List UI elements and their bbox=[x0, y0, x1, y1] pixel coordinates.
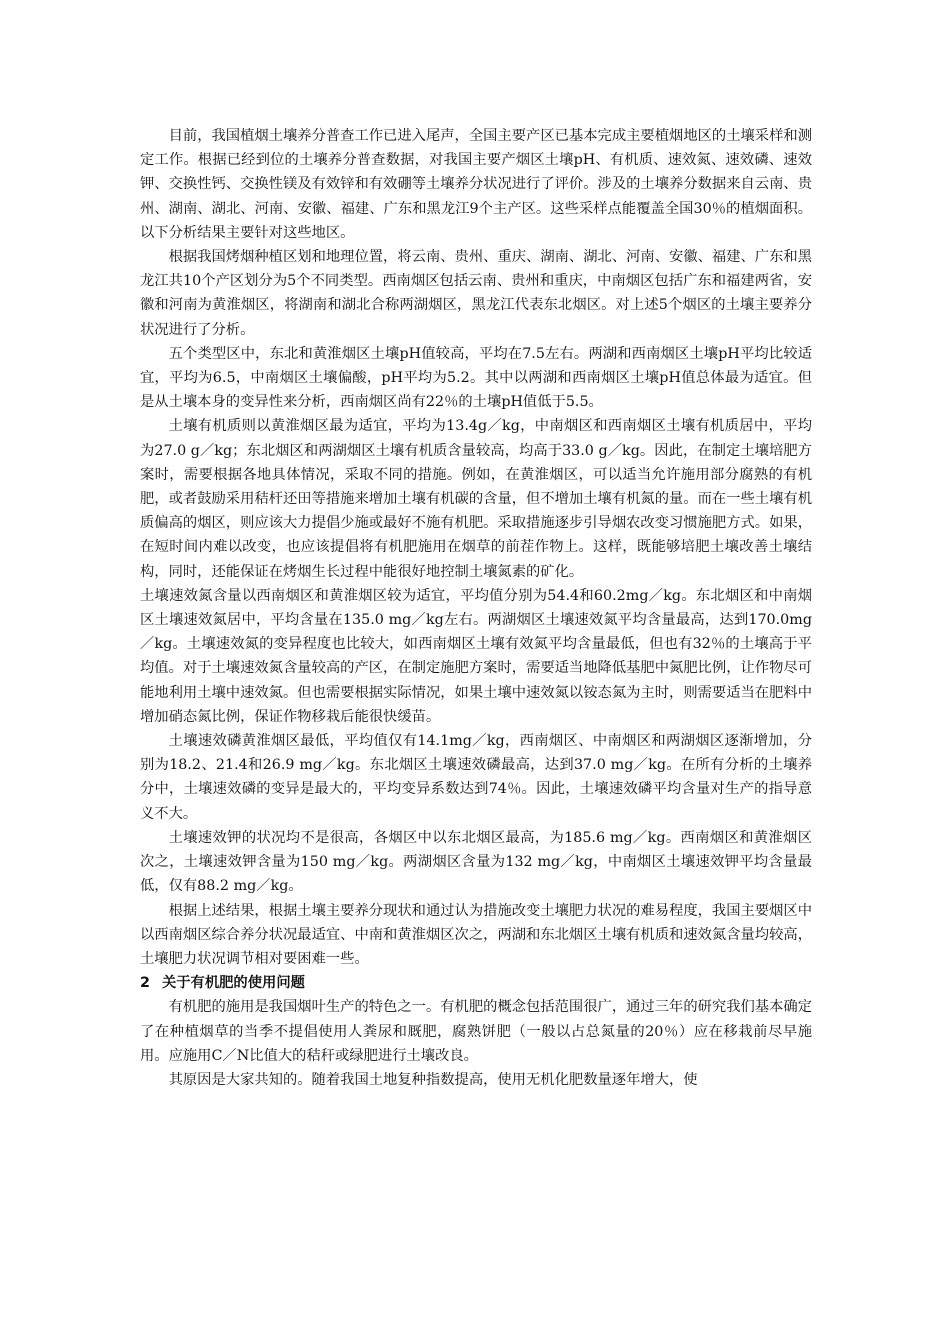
paragraph-organic-matter: 土壤有机质则以黄淮烟区最为适宜，平均为13.4g／kg，中南烟区和西南烟区土壤有机质居中，平均为27.0 g／kg；东北烟区和两湖烟区土壤有机质含量较高，均高于33.0 g／kg。因此，在制定土壤培肥方案时，需要根据各地具体情况，采取不同的措施。例如，在黄淮烟区，可以适当允许施用部分腐熟的有机肥，或者鼓励采用秸杆还田等措施来增加土壤有机碳的含量，但不增加土壤有机氮的量。而在一些土壤有机质偏高的烟区，则应该大力提倡少施或最好不施有机肥。采取措施逐步引导烟农改变习惯施肥方式。如果，在短时间内难以改变，也应该提倡将有机肥施用在烟草的前茬作物上。这样，既能够培肥土壤改善土壤结构，同时，还能保证在烤烟生长过程中能很好地控制土壤氮素的矿化。 bbox=[140, 418, 812, 580]
paragraph-reason: 其原因是大家共知的。随着我国土地复种指数提高，使用无机化肥数量逐年增大，使 bbox=[168, 1071, 698, 1088]
document-body bbox=[140, 124, 812, 1092]
paragraph-organic-fertilizer: 有机肥的施用是我国烟叶生产的特色之一。有机肥的概念包括范围很广，通过三年的研究我们基本确定了在种植烟草的当季不提倡使用人粪尿和厩肥，腐熟饼肥（一般以占总氮量的20％）应在移栽前尽早施用。应施用C／N比值大的秸秆或绿肥进行土壤改良。 bbox=[140, 999, 812, 1064]
paragraph-conclusion: 根据上述结果，根据土壤主要养分现状和通过认为措施改变土壤肥力状况的难易程度，我国主要烟区中以西南烟区综合养分状况最适宜、中南和黄淮烟区次之，两湖和东北烟区土壤有机质和速效氮含量均较高，土壤肥力状况调节相对要困难一些。 bbox=[140, 902, 812, 967]
paragraph-available-potassium: 土壤速效钾的状况均不是很高，各烟区中以东北烟区最高，为185.6 mg／kg。西南烟区和黄淮烟区次之，土壤速效钾含量为150 mg／kg。两湖烟区含量为132 mg／kg，中南烟区土壤速效钾平均含量最低，仅有88.2 mg／kg。 bbox=[140, 829, 812, 895]
paragraph-survey-overview: 目前，我国植烟土壤养分普查工作已进入尾声，全国主要产区已基本完成主要植烟地区的土壤采样和测定工作。根据已经到位的土壤养分普查数据，对我国主要产烟区土壤pH、有机质、速效氮、速效磷、速效钾、交换性钙、交换性镁及有效锌和有效硼等土壤养分状况进行了评价。涉及的土壤养分数据来自云南、贵州、湖南、湖北、河南、安徽、福建、广东和黑龙江9个主产区。这些采样点能覆盖全国30％的植烟面积。以下分析结果主要针对这些地区。 bbox=[140, 128, 812, 241]
section-number: 2 bbox=[140, 975, 150, 992]
paragraph-soil-ph: 五个类型区中，东北和黄淮烟区土壤pH值较高，平均在7.5左右。两湖和西南烟区土壤pH平均比较适宜，平均为6.5，中南烟区土壤偏酸，pH平均为5.2。其中以两湖和西南烟区土壤pH值总体最为适宜。但是从土壤本身的变异性来分析，西南烟区尚有22％的土壤pH值低于5.5。 bbox=[140, 345, 812, 411]
section-title: 关于有机肥的使用问题 bbox=[161, 975, 305, 992]
section-heading bbox=[140, 971, 812, 995]
paragraph-region-division: 根据我国烤烟种植区划和地理位置，将云南、贵州、重庆、湖南、湖北、河南、安徽、福建、广东和黑龙江共10个产区划分为5个不同类型。西南烟区包括云南、贵州和重庆，中南烟区包括广东和福建两省，安徽和河南为黄淮烟区，将湖南和湖北合称两湖烟区，黑龙江代表东北烟区。对上述5个烟区的土壤主要养分状况进行了分析。 bbox=[140, 249, 812, 338]
paragraph-available-nitrogen: 土壤速效氮含量以西南烟区和黄淮烟区较为适宜，平均值分别为54.4和60.2mg／kg。东北烟区和中南烟区土壤速效氮居中，平均含量在135.0 mg／kg左右。两湖烟区土壤速效氮平均含量最高，达到170.0mg／kg。土壤速效氮的变异程度也比较大，如西南烟区土壤有效氮平均含量最低，但也有32％的土壤高于平均值。对于土壤速效氮含量较高的产区，在制定施肥方案时，需要适当地降低基肥中氮肥比例，让作物尽可能地利用土壤中速效氮。但也需要根据实际情况，如果土壤中速效氮以铵态氮为主时，则需要适当在肥料中增加硝态氮比例，保证作物移栽后能很快缓苗。 bbox=[140, 587, 812, 725]
paragraph-available-phosphorus: 土壤速效磷黄淮烟区最低，平均值仅有14.1mg／kg，西南烟区、中南烟区和两湖烟区逐渐增加，分别为18.2、21.4和26.9 mg／kg。东北烟区土壤速效磷最高，达到37.0 mg／kg。在所有分析的土壤养分中，土壤速效磷的变异是最大的，平均变异系数达到74％。因此，土壤速效磷平均含量对生产的指导意义不大。 bbox=[140, 733, 812, 822]
